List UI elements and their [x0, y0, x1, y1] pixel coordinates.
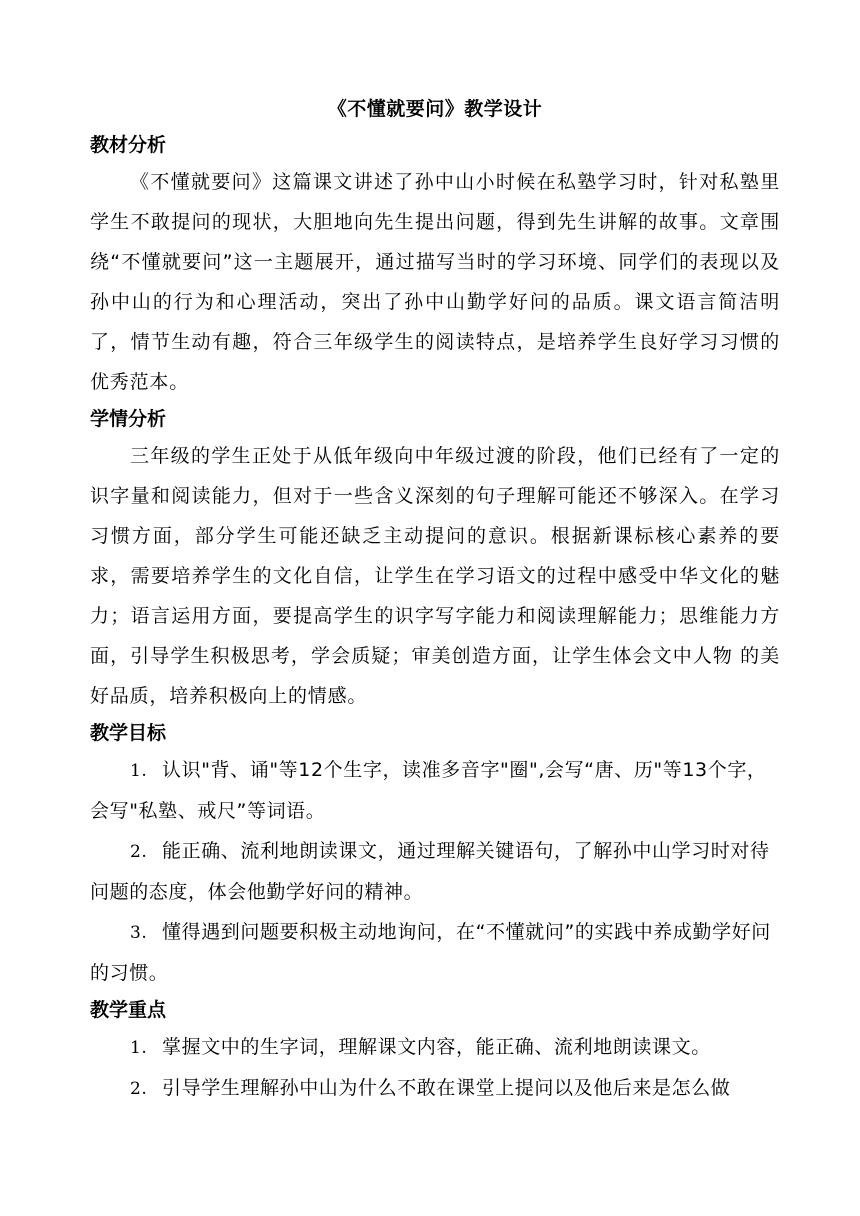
goal-number: 2. — [130, 842, 148, 862]
section-heading-key-points: 教学重点 — [90, 999, 167, 1021]
goal-text: 能正确、流利地朗读课文，通过理解关键语句，了解孙中山学习时对待问题的态度，体会他勤学好问的精神。 — [90, 840, 770, 903]
section-heading-goals: 教学目标 — [90, 722, 167, 744]
key-point-text: 掌握文中的生字词，理解课文内容，能正确、流利地朗读课文。 — [162, 1036, 711, 1058]
goal-item — [90, 831, 780, 912]
goal-item — [90, 750, 780, 831]
key-point-item — [90, 1027, 780, 1068]
key-point-item — [90, 1068, 780, 1109]
section-heading-students: 学情分析 — [90, 408, 167, 430]
goal-number: 3. — [130, 923, 148, 943]
key-point-number: 1. — [130, 1038, 148, 1058]
goal-item — [90, 912, 780, 993]
material-paragraph: 《不懂就要问》这篇课文讲述了孙中山小时候在私塾学习时，针对私塾里学生不敢提问的现状，大胆地向先生提出问题，得到先生讲解的故事。文章围绕“不懂就要问”这一主题展开，通过描写当时的学习环境、同学们的表现以及孙中山的行为和心理活动，突出了孙中山勤学好问的品质。课文语言简洁明了，情节生动有趣，符合三年级学生的阅读特点，是培养学生良好学习习惯的优秀范本。 — [90, 171, 780, 393]
section-heading-material: 教材分析 — [90, 134, 167, 156]
key-point-number: 2. — [130, 1079, 148, 1099]
goal-text: 认识"背、诵"等12个生字，读准多音字"圈",会写“唐、历"等13个字，会写"私塾、戒尺”等词语。 — [90, 759, 767, 822]
goal-text: 懂得遇到问题要积极主动地询问，在“不懂就问”的实践中养成勤学好问的习惯。 — [90, 921, 771, 984]
document-title: 《不懂就要问》教学设计 — [327, 98, 543, 120]
goal-number: 1. — [130, 761, 148, 781]
students-paragraph: 三年级的学生正处于从低年级向中年级过渡的阶段，他们已经有了一定的识字量和阅读能力，但对于一些含义深刻的句子理解可能还不够深入。在学习习惯方面，部分学生可能还缺乏主动提问的意识。根据新课标核心素养的要求，需要培养学生的文化自信，让学生在学习语文的过程中感受中华文化的魅力；语言运用方面，要提高学生的识字写字能力和阅读理解能力；思维能力方面，引导学生积极思考，学会质疑；审美创造方面，让学生体会文中人物 的美好品质，培养积极向上的情感。 — [90, 445, 780, 707]
key-point-text: 引导学生理解孙中山为什么不敢在课堂上提问以及他后来是怎么做 — [162, 1077, 731, 1099]
